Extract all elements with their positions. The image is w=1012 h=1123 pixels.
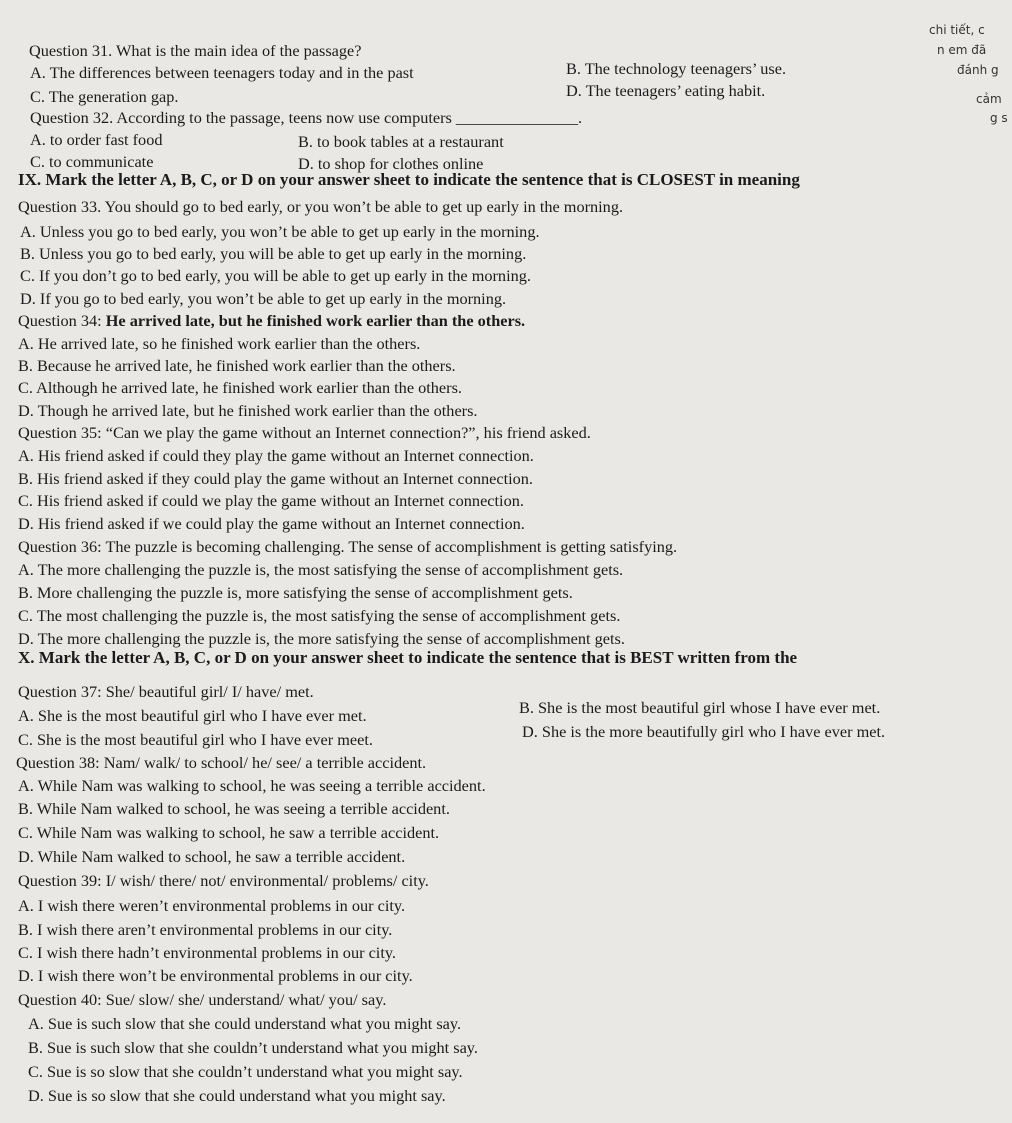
answer-option[interactable]: B. to book tables at a restaurant bbox=[298, 132, 504, 151]
margin-note: n em đã bbox=[937, 43, 987, 57]
answer-option[interactable]: D. His friend asked if we could play the game without an Internet connection. bbox=[18, 514, 525, 533]
question-label: Question 34: bbox=[18, 311, 102, 330]
answer-option[interactable]: D. The more challenging the puzzle is, the more satisfying the sense of accomplishment gets. bbox=[18, 629, 625, 648]
answer-option[interactable]: B. She is the most beautiful girl whose I have ever met. bbox=[519, 698, 881, 717]
question-stem: Question 38: Nam/ walk/ to school/ he/ see/ a terrible accident. bbox=[16, 753, 427, 772]
answer-option[interactable]: D. to shop for clothes online bbox=[298, 154, 484, 173]
answer-option[interactable]: D. She is the more beautifully girl who I have ever met. bbox=[522, 722, 886, 741]
answer-option[interactable]: A. Unless you go to bed early, you won’t be able to get up early in the morning. bbox=[20, 222, 540, 241]
answer-option[interactable]: C. She is the most beautiful girl who I have ever meet. bbox=[18, 730, 373, 749]
answer-option[interactable]: B. More challenging the puzzle is, more satisfying the sense of accomplishment gets. bbox=[18, 583, 573, 602]
answer-option[interactable]: A. The differences between teenagers today and in the past bbox=[30, 63, 414, 82]
answer-option[interactable]: D. I wish there won’t be environmental problems in our city. bbox=[18, 966, 413, 985]
question-stem: Question 31. What is the main idea of the passage? bbox=[29, 41, 362, 60]
question-sentence: He arrived late, but he finished work earlier than the others. bbox=[105, 311, 526, 330]
answer-option[interactable]: C. The most challenging the puzzle is, the most satisfying the sense of accomplishment gets. bbox=[18, 606, 621, 625]
margin-note: cảm bbox=[976, 92, 1002, 106]
answer-option[interactable]: B. The technology teenagers’ use. bbox=[566, 59, 787, 78]
answer-option[interactable]: C. to communicate bbox=[30, 152, 154, 171]
answer-option[interactable]: A. Sue is such slow that she could understand what you might say. bbox=[28, 1014, 462, 1033]
margin-note: chi tiết, c bbox=[929, 23, 985, 37]
question-stem: Question 37: She/ beautiful girl/ I/ have/ met. bbox=[18, 682, 314, 701]
question-stem: Question 39: I/ wish/ there/ not/ environmental/ problems/ city. bbox=[18, 871, 429, 890]
question-stem: Question 40: Sue/ slow/ she/ understand/ what/ you/ say. bbox=[18, 990, 387, 1009]
margin-note: g s bbox=[990, 111, 1008, 125]
answer-option[interactable]: B. Sue is such slow that she couldn’t understand what you might say. bbox=[28, 1038, 478, 1057]
question-stem: Question 36: The puzzle is becoming challenging. The sense of accomplishment is getting satisfying. bbox=[18, 537, 678, 556]
answer-option[interactable]: A. His friend asked if could they play the game without an Internet connection. bbox=[18, 446, 534, 465]
section-heading: X. Mark the letter A, B, C, or D on your answer sheet to indicate the sentence that is BEST written from the bbox=[18, 648, 798, 667]
answer-option[interactable]: D. Though he arrived late, but he finished work earlier than the others. bbox=[18, 401, 478, 420]
answer-option[interactable]: A. He arrived late, so he finished work earlier than the others. bbox=[18, 334, 421, 353]
answer-option[interactable]: B. Because he arrived late, he finished work earlier than the others. bbox=[18, 356, 456, 375]
question-stem: Question 33. You should go to bed early, or you won’t be able to get up early in the morning. bbox=[18, 197, 624, 216]
answer-option[interactable]: A. The more challenging the puzzle is, the most satisfying the sense of accomplishment gets. bbox=[18, 560, 624, 579]
answer-option[interactable]: D. Sue is so slow that she could understand what you might say. bbox=[28, 1086, 446, 1105]
question-stem: Question 32. According to the passage, teens now use computers _______________. bbox=[30, 108, 583, 127]
answer-option[interactable]: C. The generation gap. bbox=[30, 87, 179, 106]
answer-option[interactable]: C. Although he arrived late, he finished work earlier than the others. bbox=[18, 378, 462, 397]
answer-option[interactable]: B. His friend asked if they could play the game without an Internet connection. bbox=[18, 469, 533, 488]
answer-option[interactable]: A. While Nam was walking to school, he was seeing a terrible accident. bbox=[18, 776, 486, 795]
answer-option[interactable]: C. If you don’t go to bed early, you will be able to get up early in the morning. bbox=[20, 266, 531, 285]
answer-option[interactable]: A. She is the most beautiful girl who I have ever met. bbox=[18, 706, 367, 725]
answer-option[interactable]: D. If you go to bed early, you won’t be able to get up early in the morning. bbox=[20, 289, 507, 308]
answer-option[interactable]: C. Sue is so slow that she couldn’t understand what you might say. bbox=[28, 1062, 463, 1081]
margin-note: đánh g bbox=[957, 63, 999, 77]
answer-option[interactable]: D. The teenagers’ eating habit. bbox=[566, 81, 766, 100]
answer-option[interactable]: B. I wish there aren’t environmental problems in our city. bbox=[18, 920, 393, 939]
answer-option[interactable]: A. to order fast food bbox=[30, 130, 163, 149]
answer-option[interactable]: D. While Nam walked to school, he saw a terrible accident. bbox=[18, 847, 406, 866]
answer-option[interactable]: C. While Nam was walking to school, he saw a terrible accident. bbox=[18, 823, 440, 842]
answer-option[interactable]: A. I wish there weren’t environmental problems in our city. bbox=[18, 896, 406, 915]
answer-option[interactable]: C. I wish there hadn’t environmental problems in our city. bbox=[18, 943, 397, 962]
question-stem: Question 35: “Can we play the game without an Internet connection?”, his friend asked. bbox=[18, 423, 591, 442]
section-heading: IX. Mark the letter A, B, C, or D on your answer sheet to indicate the sentence that is CLOSEST in meaning bbox=[18, 170, 800, 189]
question-stem bbox=[18, 311, 525, 331]
answer-option[interactable]: C. His friend asked if could we play the game without an Internet connection. bbox=[18, 491, 524, 510]
answer-option[interactable]: B. Unless you go to bed early, you will be able to get up early in the morning. bbox=[20, 244, 527, 263]
answer-option[interactable]: B. While Nam walked to school, he was seeing a terrible accident. bbox=[18, 799, 450, 818]
